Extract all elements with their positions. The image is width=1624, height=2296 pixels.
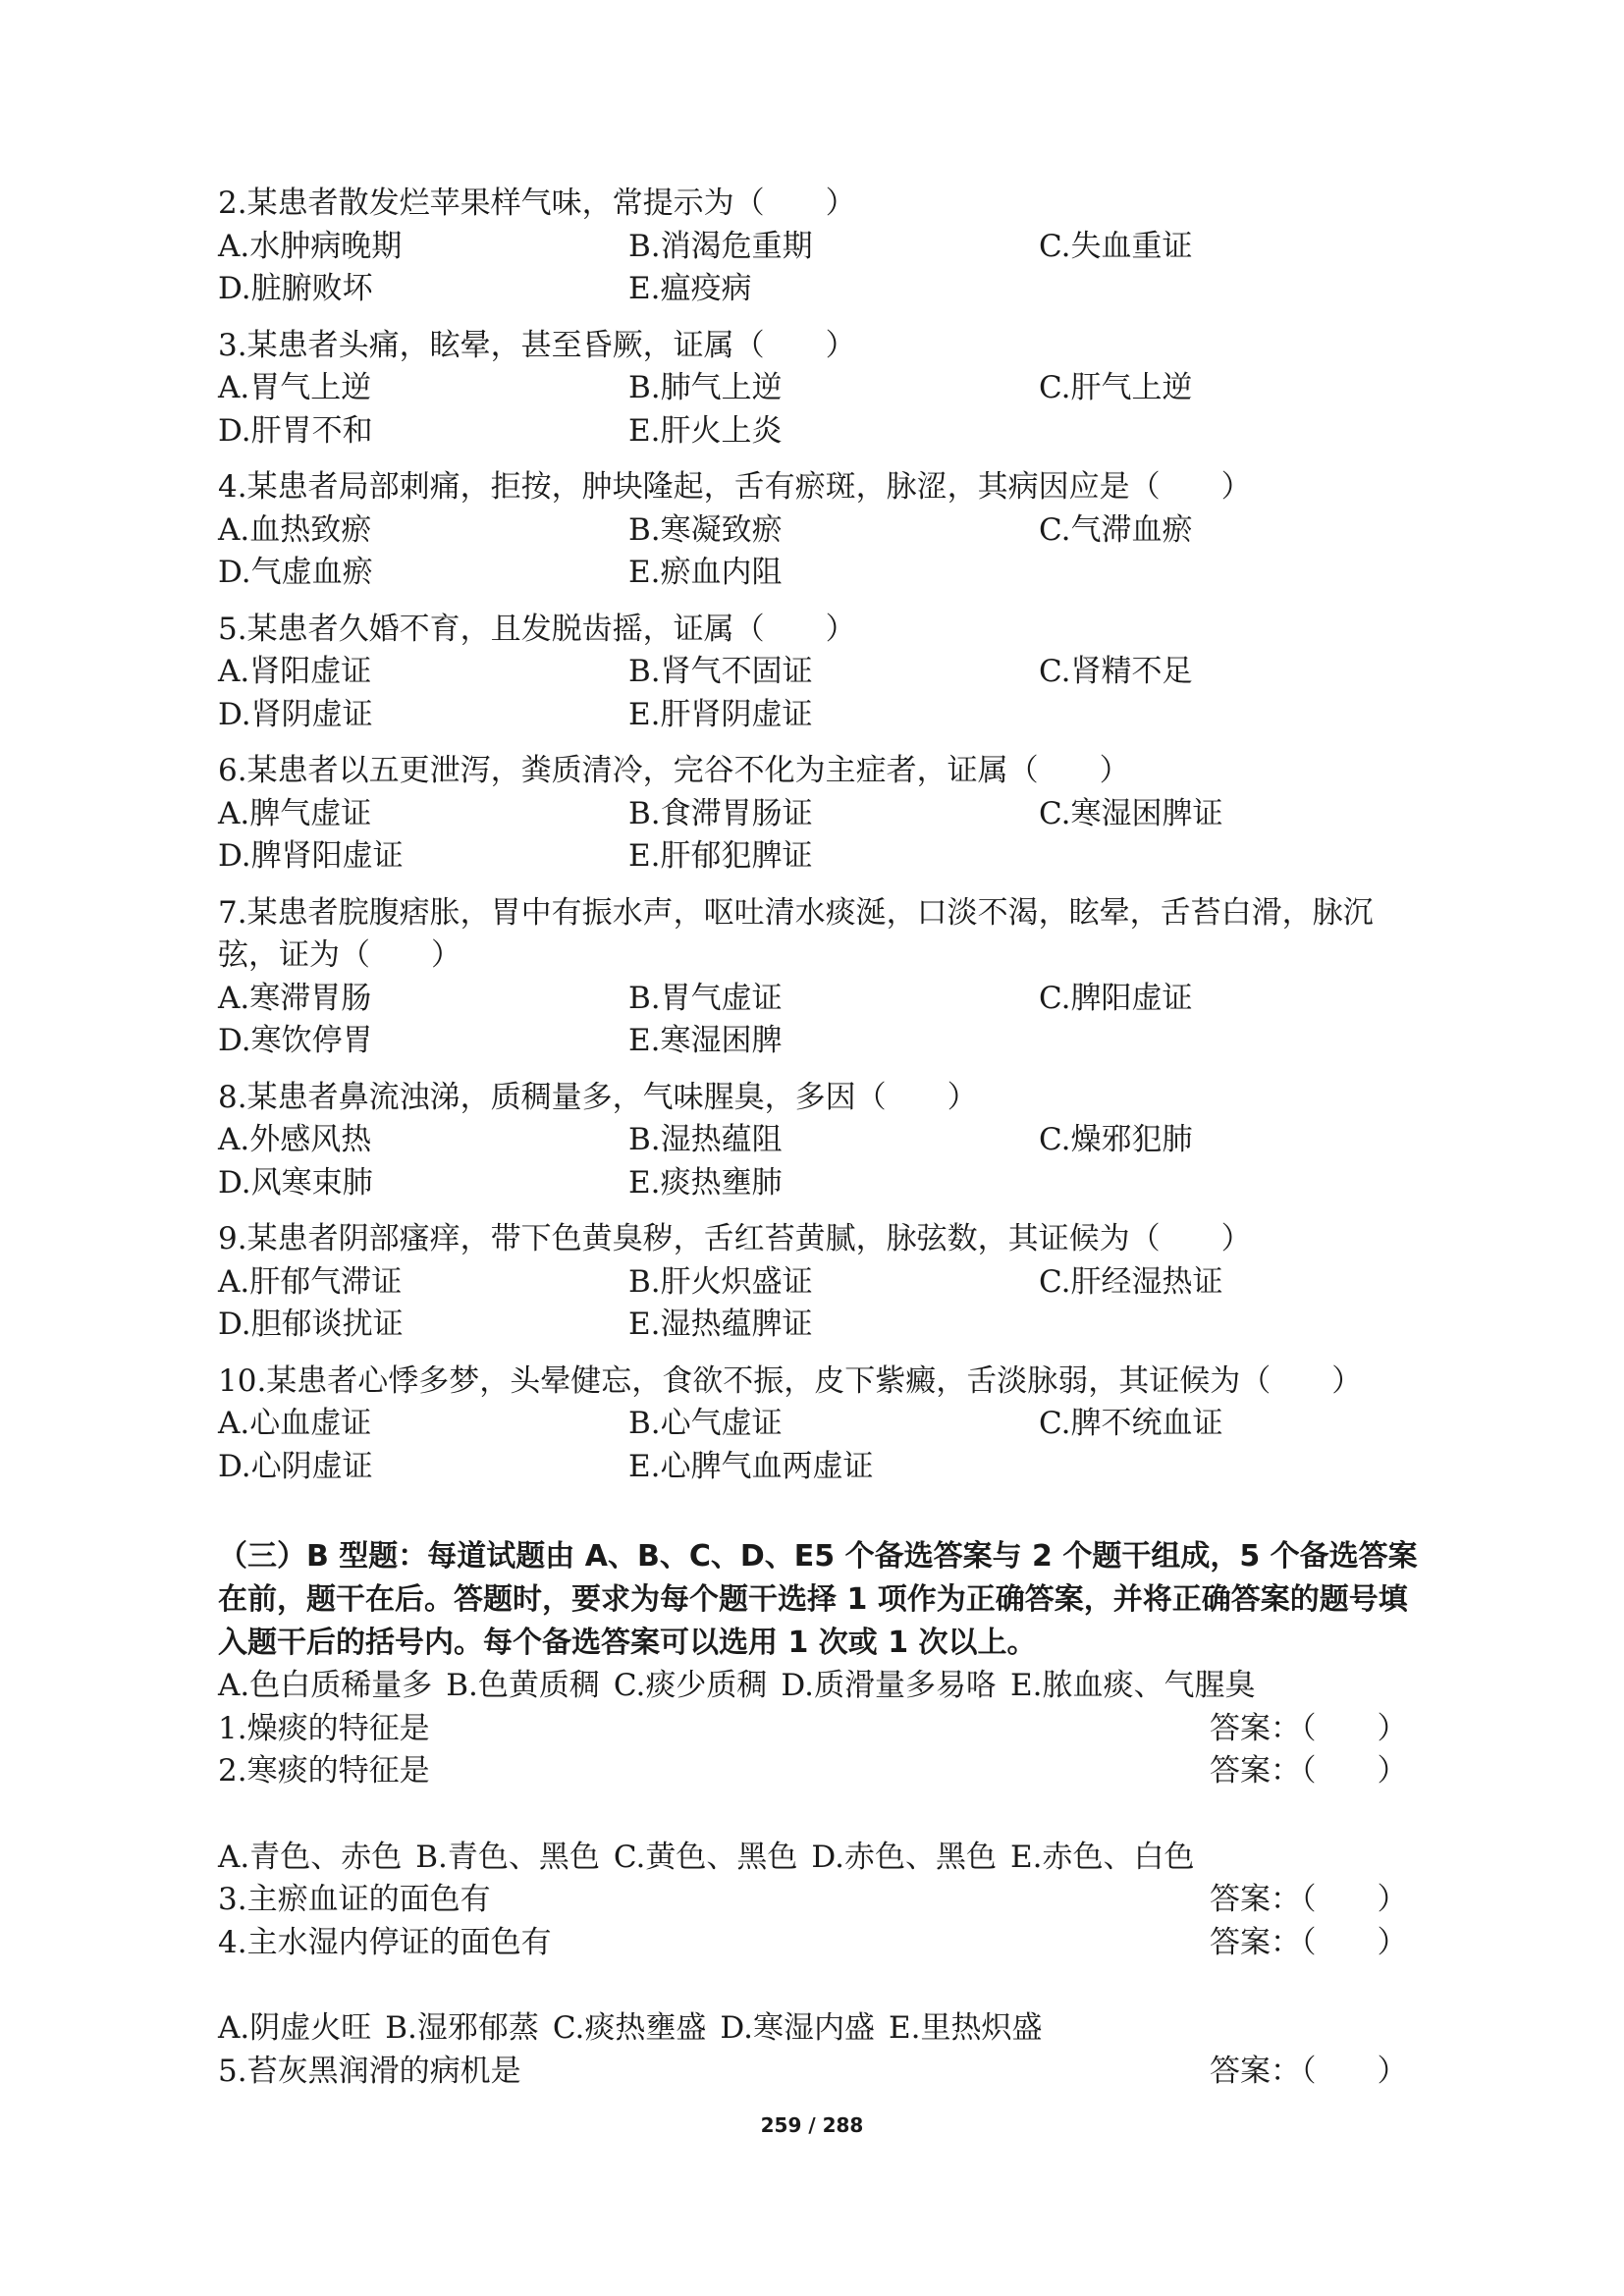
page-number: 259 / 288 bbox=[760, 2113, 864, 2137]
question-options bbox=[218, 793, 1426, 879]
question-item bbox=[218, 325, 1426, 454]
answer-option: C.肝气上逆 bbox=[1039, 370, 1193, 405]
b-answer-option: B.青色、黑色 bbox=[415, 1839, 600, 1875]
question-stem: 5.某患者久婚不育，且发脱齿摇，证属（ ） bbox=[218, 611, 856, 647]
question-stem: 10.某患者心悸多梦，头晕健忘，食欲不振，皮下紫癜，舌淡脉弱，其证候为（ ） bbox=[218, 1362, 1363, 1399]
answer-option: C.脾阳虚证 bbox=[1039, 980, 1193, 1016]
answer-blank: 答案：（ ） bbox=[1210, 1710, 1408, 1746]
answer-option: A.肾阳虚证 bbox=[218, 654, 372, 689]
page-content bbox=[218, 183, 1426, 2093]
answer-option: E.寒湿困脾 bbox=[628, 1023, 783, 1058]
answer-option: B.肝火炽盛证 bbox=[628, 1263, 813, 1300]
question-stem: 9.某患者阴部瘙痒，带下色黄臭秽，舌红苔黄腻，脉弦数，其证候为（ ） bbox=[218, 1221, 1252, 1256]
answer-option: B.消渴危重期 bbox=[628, 228, 813, 264]
answer-option: A.肝郁气滞证 bbox=[218, 1263, 403, 1300]
answer-option: D.气虚血瘀 bbox=[218, 555, 373, 590]
b-question-item bbox=[218, 2051, 1426, 2094]
b-options-row bbox=[218, 1665, 1426, 1708]
question-options bbox=[218, 1261, 1426, 1347]
answer-option: E.瘀血内阻 bbox=[628, 555, 783, 590]
answer-option: E.湿热蕴脾证 bbox=[628, 1307, 813, 1342]
answer-option: E.瘟疫病 bbox=[628, 271, 752, 306]
b-question-item bbox=[218, 1879, 1426, 1922]
answer-option: D.肾阴虚证 bbox=[218, 696, 373, 732]
question-item bbox=[218, 466, 1426, 595]
question-item bbox=[218, 1361, 1426, 1489]
question-stem: 4.某患者局部刺痛，拒按，肿块隆起，舌有瘀斑，脉涩，其病因应是（ ） bbox=[218, 469, 1252, 505]
answer-option: D.寒饮停胃 bbox=[218, 1023, 373, 1058]
question-list bbox=[218, 183, 1426, 1488]
answer-option: A.外感风热 bbox=[218, 1122, 372, 1157]
question-stem: 7.某患者脘腹痞胀，胃中有振水声，呕吐清水痰涎，口淡不渴，眩晕，舌苔白滑，脉沉弦，证为（ ） bbox=[218, 894, 1374, 973]
answer-option: E.肝郁犯脾证 bbox=[628, 838, 813, 874]
question-stem: 3.某患者头痛，眩晕，甚至昏厥，证属（ ） bbox=[218, 327, 856, 363]
b-answer-option: E.脓血痰、气腥臭 bbox=[1009, 1668, 1256, 1703]
b-question-group bbox=[218, 2007, 1426, 2093]
b-options-row bbox=[218, 2007, 1426, 2051]
answer-option: A.胃气上逆 bbox=[218, 370, 372, 405]
b-question-stem: 3.主瘀血证的面色有 bbox=[218, 1882, 491, 1917]
answer-option: B.湿热蕴阻 bbox=[628, 1122, 783, 1157]
b-answer-option: C.痰热壅盛 bbox=[552, 2010, 707, 2046]
b-question-stem: 1.燥痰的特征是 bbox=[218, 1710, 430, 1746]
question-item bbox=[218, 609, 1426, 737]
answer-option: D.胆郁谈扰证 bbox=[218, 1307, 404, 1342]
answer-option: E.肝肾阴虚证 bbox=[628, 696, 813, 732]
question-item bbox=[218, 183, 1426, 311]
question-stem: 6.某患者以五更泄泻，粪质清冷，完谷不化为主症者，证属（ ） bbox=[218, 753, 1130, 788]
b-answer-option: D.寒湿内盛 bbox=[720, 2010, 875, 2046]
answer-option: C.脾不统血证 bbox=[1039, 1406, 1223, 1441]
answer-option: C.失血重证 bbox=[1039, 228, 1193, 264]
question-options bbox=[218, 978, 1426, 1063]
answer-option: C.肾精不足 bbox=[1039, 654, 1193, 689]
answer-option: D.脾肾阳虚证 bbox=[218, 838, 404, 874]
answer-blank: 答案：（ ） bbox=[1210, 1924, 1408, 1960]
answer-option: B.食滞胃肠证 bbox=[628, 795, 813, 831]
answer-option: C.寒湿困脾证 bbox=[1039, 795, 1223, 831]
b-options-row bbox=[218, 1837, 1426, 1880]
answer-blank: 答案：（ ） bbox=[1210, 2053, 1408, 2089]
question-options bbox=[218, 1119, 1426, 1204]
b-question-stem: 5.苔灰黑润滑的病机是 bbox=[218, 2053, 521, 2089]
answer-option: D.脏腑败坏 bbox=[218, 271, 373, 306]
section-b-groups bbox=[218, 1665, 1426, 2093]
section-b bbox=[218, 1535, 1426, 2093]
b-answer-option: A.色白质稀量多 bbox=[218, 1668, 433, 1703]
answer-option: B.胃气虚证 bbox=[628, 980, 783, 1016]
b-question-item bbox=[218, 1922, 1426, 1965]
answer-option: C.燥邪犯肺 bbox=[1039, 1122, 1193, 1157]
answer-option: D.风寒束肺 bbox=[218, 1164, 373, 1201]
b-question-group bbox=[218, 1837, 1426, 1965]
b-question-stem: 2.寒痰的特征是 bbox=[218, 1753, 430, 1789]
b-answer-option: E.赤色、白色 bbox=[1009, 1839, 1195, 1875]
answer-option: A.脾气虚证 bbox=[218, 795, 372, 831]
answer-blank: 答案：（ ） bbox=[1210, 1753, 1408, 1789]
b-answer-option: C.痰少质稠 bbox=[613, 1668, 768, 1703]
answer-option: A.心血虚证 bbox=[218, 1406, 372, 1441]
question-item bbox=[218, 1077, 1426, 1205]
answer-option: E.心脾气血两虚证 bbox=[628, 1448, 874, 1484]
answer-option: E.痰热壅肺 bbox=[628, 1164, 783, 1201]
question-stem: 2.某患者散发烂苹果样气味，常提示为（ ） bbox=[218, 186, 856, 221]
answer-option: B.肾气不固证 bbox=[628, 654, 813, 689]
question-options bbox=[218, 1403, 1426, 1488]
answer-option: C.肝经湿热证 bbox=[1039, 1263, 1223, 1300]
answer-option: A.寒滞胃肠 bbox=[218, 980, 372, 1016]
b-question-stem: 4.主水湿内停证的面色有 bbox=[218, 1924, 552, 1960]
answer-option: B.肺气上逆 bbox=[628, 370, 783, 405]
b-answer-option: C.黄色、黑色 bbox=[613, 1839, 798, 1875]
b-answer-option: A.阴虚火旺 bbox=[218, 2010, 372, 2046]
answer-option: E.肝火上炎 bbox=[628, 412, 783, 449]
b-answer-option: A.青色、赤色 bbox=[218, 1839, 403, 1875]
b-question-item bbox=[218, 1708, 1426, 1751]
section-b-title: （三）B 型题：每道试题由 A、B、C、D、E5 个备选答案与 2 个题干组成，5 个备选答案在前，题干在后。答题时，要求为每个题干选择 1 项作为正确答案，并将正确答案的题号填入题干后的括号内。每个备选答案可以选用 1 次或 1 次以上。 bbox=[218, 1539, 1418, 1660]
b-answer-option: B.色黄质稠 bbox=[446, 1668, 600, 1703]
answer-option: B.心气虚证 bbox=[628, 1406, 783, 1441]
b-answer-option: E.里热炽盛 bbox=[888, 2010, 1043, 2046]
b-question-group bbox=[218, 1665, 1426, 1793]
answer-option: B.寒凝致瘀 bbox=[628, 511, 783, 548]
question-item bbox=[218, 1218, 1426, 1347]
answer-option: D.心阴虚证 bbox=[218, 1448, 373, 1484]
b-question-item bbox=[218, 1750, 1426, 1793]
answer-option: C.气滞血瘀 bbox=[1039, 511, 1193, 548]
question-options bbox=[218, 509, 1426, 595]
b-answer-option: D.赤色、黑色 bbox=[811, 1839, 997, 1875]
question-options bbox=[218, 367, 1426, 453]
answer-blank: 答案：（ ） bbox=[1210, 1882, 1408, 1917]
question-item bbox=[218, 750, 1426, 879]
answer-option: A.血热致瘀 bbox=[218, 511, 372, 548]
question-stem: 8.某患者鼻流浊涕，质稠量多，气味腥臭，多因（ ） bbox=[218, 1079, 978, 1115]
question-item bbox=[218, 892, 1426, 1063]
answer-option: A.水肿病晚期 bbox=[218, 228, 403, 264]
question-options bbox=[218, 226, 1426, 311]
question-options bbox=[218, 651, 1426, 736]
answer-option: D.肝胃不和 bbox=[218, 412, 373, 449]
b-answer-option: D.质滑量多易咯 bbox=[781, 1668, 997, 1703]
b-answer-option: B.湿邪郁蒸 bbox=[385, 2010, 539, 2046]
